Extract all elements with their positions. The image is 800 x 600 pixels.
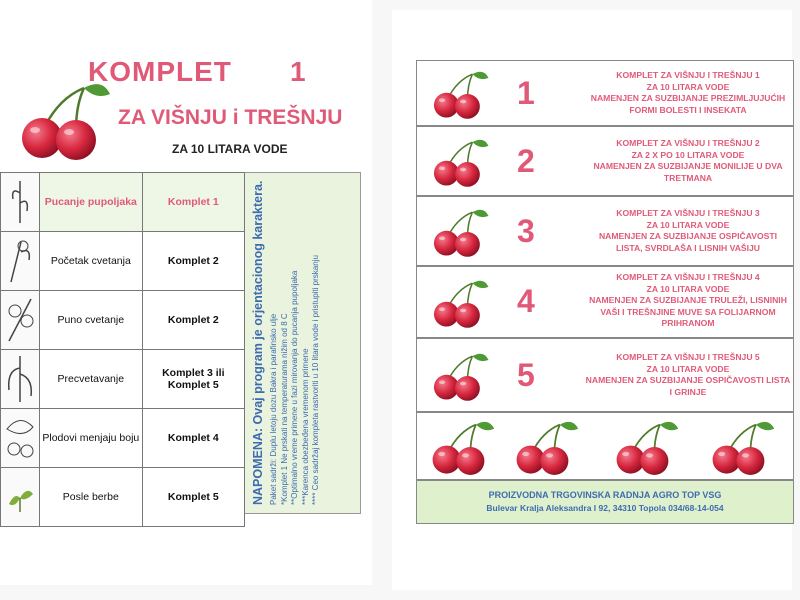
page-subtitle: ZA VIŠNJU i TREŠNJU <box>118 106 343 129</box>
cherry-icon <box>611 419 681 475</box>
title-number: 1 <box>290 56 306 87</box>
stage-label: Početak cvetanja <box>40 232 143 291</box>
kit-description <box>585 208 791 254</box>
kit-line: KOMPLET ZA VIŠNJU I TREŠNJU 2 <box>616 138 760 148</box>
right-page <box>392 10 792 590</box>
kit-line: NAMENJEN ZA SUZBIJANJE TRULEŽI, LISNINIH <box>589 295 787 305</box>
petal-fall-icon <box>1 350 40 409</box>
note-line: ***Karenca obezbeđena vremenom primene <box>300 348 310 505</box>
cherry-strip <box>416 412 794 480</box>
kit-line: ZA 10 LITARA VODE <box>646 363 730 374</box>
note-line: **** Ceo sadržaj kompleta rastvoriti u 10 litara vode i pristupiti prskanju <box>311 255 320 505</box>
kit-line: KOMPLET ZA VIŠNJU I TREŠNJU 5 <box>616 352 760 362</box>
stage-label: Precvetavanje <box>40 350 143 409</box>
note-box <box>245 172 361 514</box>
stage-label: Puno cvetanje <box>40 291 143 350</box>
stage-label: Posle berbe <box>40 468 143 527</box>
fruit-color-icon <box>1 409 40 468</box>
kit-label: Komplet 2 <box>142 291 244 350</box>
kit-row <box>416 60 794 126</box>
bud-icon <box>1 173 40 232</box>
kit-line: VAŠI I TREŠNJINE MUVE SA FOLIJARNOM <box>600 306 776 317</box>
kit-number: 3 <box>517 213 535 249</box>
kit-line: ZA 10 LITARA VODE <box>646 81 730 92</box>
kit-number: 1 <box>517 75 535 111</box>
table-row <box>1 291 245 350</box>
cherry-icon <box>427 419 497 475</box>
kit-description <box>585 352 791 398</box>
footer <box>416 480 794 524</box>
cherry-icon <box>707 419 777 475</box>
water-note: ZA 10 LITARA VODE <box>172 142 288 156</box>
kit-line: NAMENJEN ZA SUZBIJANJE MONILIJE U DVA <box>593 161 783 171</box>
kit-description <box>585 70 791 116</box>
note-heading: NAPOMENA: Ovaj program je orjentacionog karaktera. <box>251 180 265 505</box>
kit-row <box>416 196 794 266</box>
kit-line: KOMPLET ZA VIŠNJU I TREŠNJU 4 <box>616 272 760 282</box>
kit-number: 4 <box>517 283 535 319</box>
kit-line: LISTA, SVRDLAŠA I LISNIH VAŠIJU <box>615 242 761 253</box>
table-row <box>1 409 245 468</box>
note-line: **Optimalno vreme primene u fazi mirovanja do pucanja pupoljaka <box>290 270 299 505</box>
kit-line: KOMPLET ZA VIŠNJU I TREŠNJU 1 <box>616 70 760 80</box>
kit-line: FORMI BOLESTI I INSEKATA <box>629 104 747 115</box>
kit-description <box>585 272 791 330</box>
table-row <box>1 173 245 232</box>
kit-row <box>416 266 794 338</box>
kit-label: Komplet 3 ili Komplet 5 <box>142 350 244 409</box>
kit-row <box>416 126 794 196</box>
left-page <box>0 0 372 585</box>
kit-line: ZA 10 LITARA VODE <box>646 283 730 294</box>
note-line: Paket sadrži: Duplu letoju dozu Bakra i parafinsko ulje <box>269 313 278 505</box>
note-line: *Komplet 1 Ne prskati na temperaturama nižim od 8 C <box>279 313 289 505</box>
cherry-icon <box>429 207 491 257</box>
kit-label: Komplet 1 <box>142 173 244 232</box>
post-harvest-icon <box>1 468 40 527</box>
cherry-icon <box>429 351 491 401</box>
kit-label: Komplet 4 <box>142 409 244 468</box>
kit-label: Komplet 5 <box>142 468 244 527</box>
page-title: KOMPLET <box>88 56 232 87</box>
kit-line: NAMENJEN ZA SUZBIJANJE OSPIČAVOSTI LISTA <box>585 375 791 385</box>
cherry-icon <box>429 137 491 187</box>
company-name: PROIZVODNA TRGOVINSKA RADNJA AGRO TOP VSG <box>488 490 722 500</box>
kit-description <box>585 138 791 184</box>
kit-row <box>416 338 794 412</box>
kit-line: KOMPLET ZA VIŠNJU I TREŠNJU 3 <box>616 208 760 218</box>
table-row <box>1 232 245 291</box>
stage-table <box>0 172 245 527</box>
table-row <box>1 468 245 527</box>
cherry-icon <box>14 80 114 160</box>
cherry-icon <box>429 69 491 119</box>
cherry-icon <box>429 278 491 328</box>
kit-label: Komplet 2 <box>142 232 244 291</box>
kit-line: NAMENJEN ZA SUZBIJANJE PREZIMLJUJUĆIH <box>590 93 786 103</box>
full-bloom-icon <box>1 291 40 350</box>
kit-number: 2 <box>517 143 535 179</box>
kit-line: ZA 2 X PO 10 LITARA VODE <box>631 149 745 160</box>
company-address: Bulevar Kralja Aleksandra I 92, 34310 Topola 034/68-14-054 <box>486 503 724 513</box>
cherry-icon <box>511 419 581 475</box>
stage-label: Pucanje pupoljaka <box>40 173 143 232</box>
kit-line: I GRINJE <box>669 386 707 397</box>
table-row <box>1 350 245 409</box>
stage-label: Plodovi menjaju boju <box>40 409 143 468</box>
bloom-start-icon <box>1 232 40 291</box>
kit-number: 5 <box>517 357 535 393</box>
kit-line: TRETMANA <box>663 172 713 183</box>
kit-line: PRIHRANOM <box>661 318 715 328</box>
kit-line: ZA 10 LITARA VODE <box>646 219 730 230</box>
kit-line: NAMENJEN ZA SUZBIJANJE OSPIČAVOSTI <box>598 231 778 241</box>
